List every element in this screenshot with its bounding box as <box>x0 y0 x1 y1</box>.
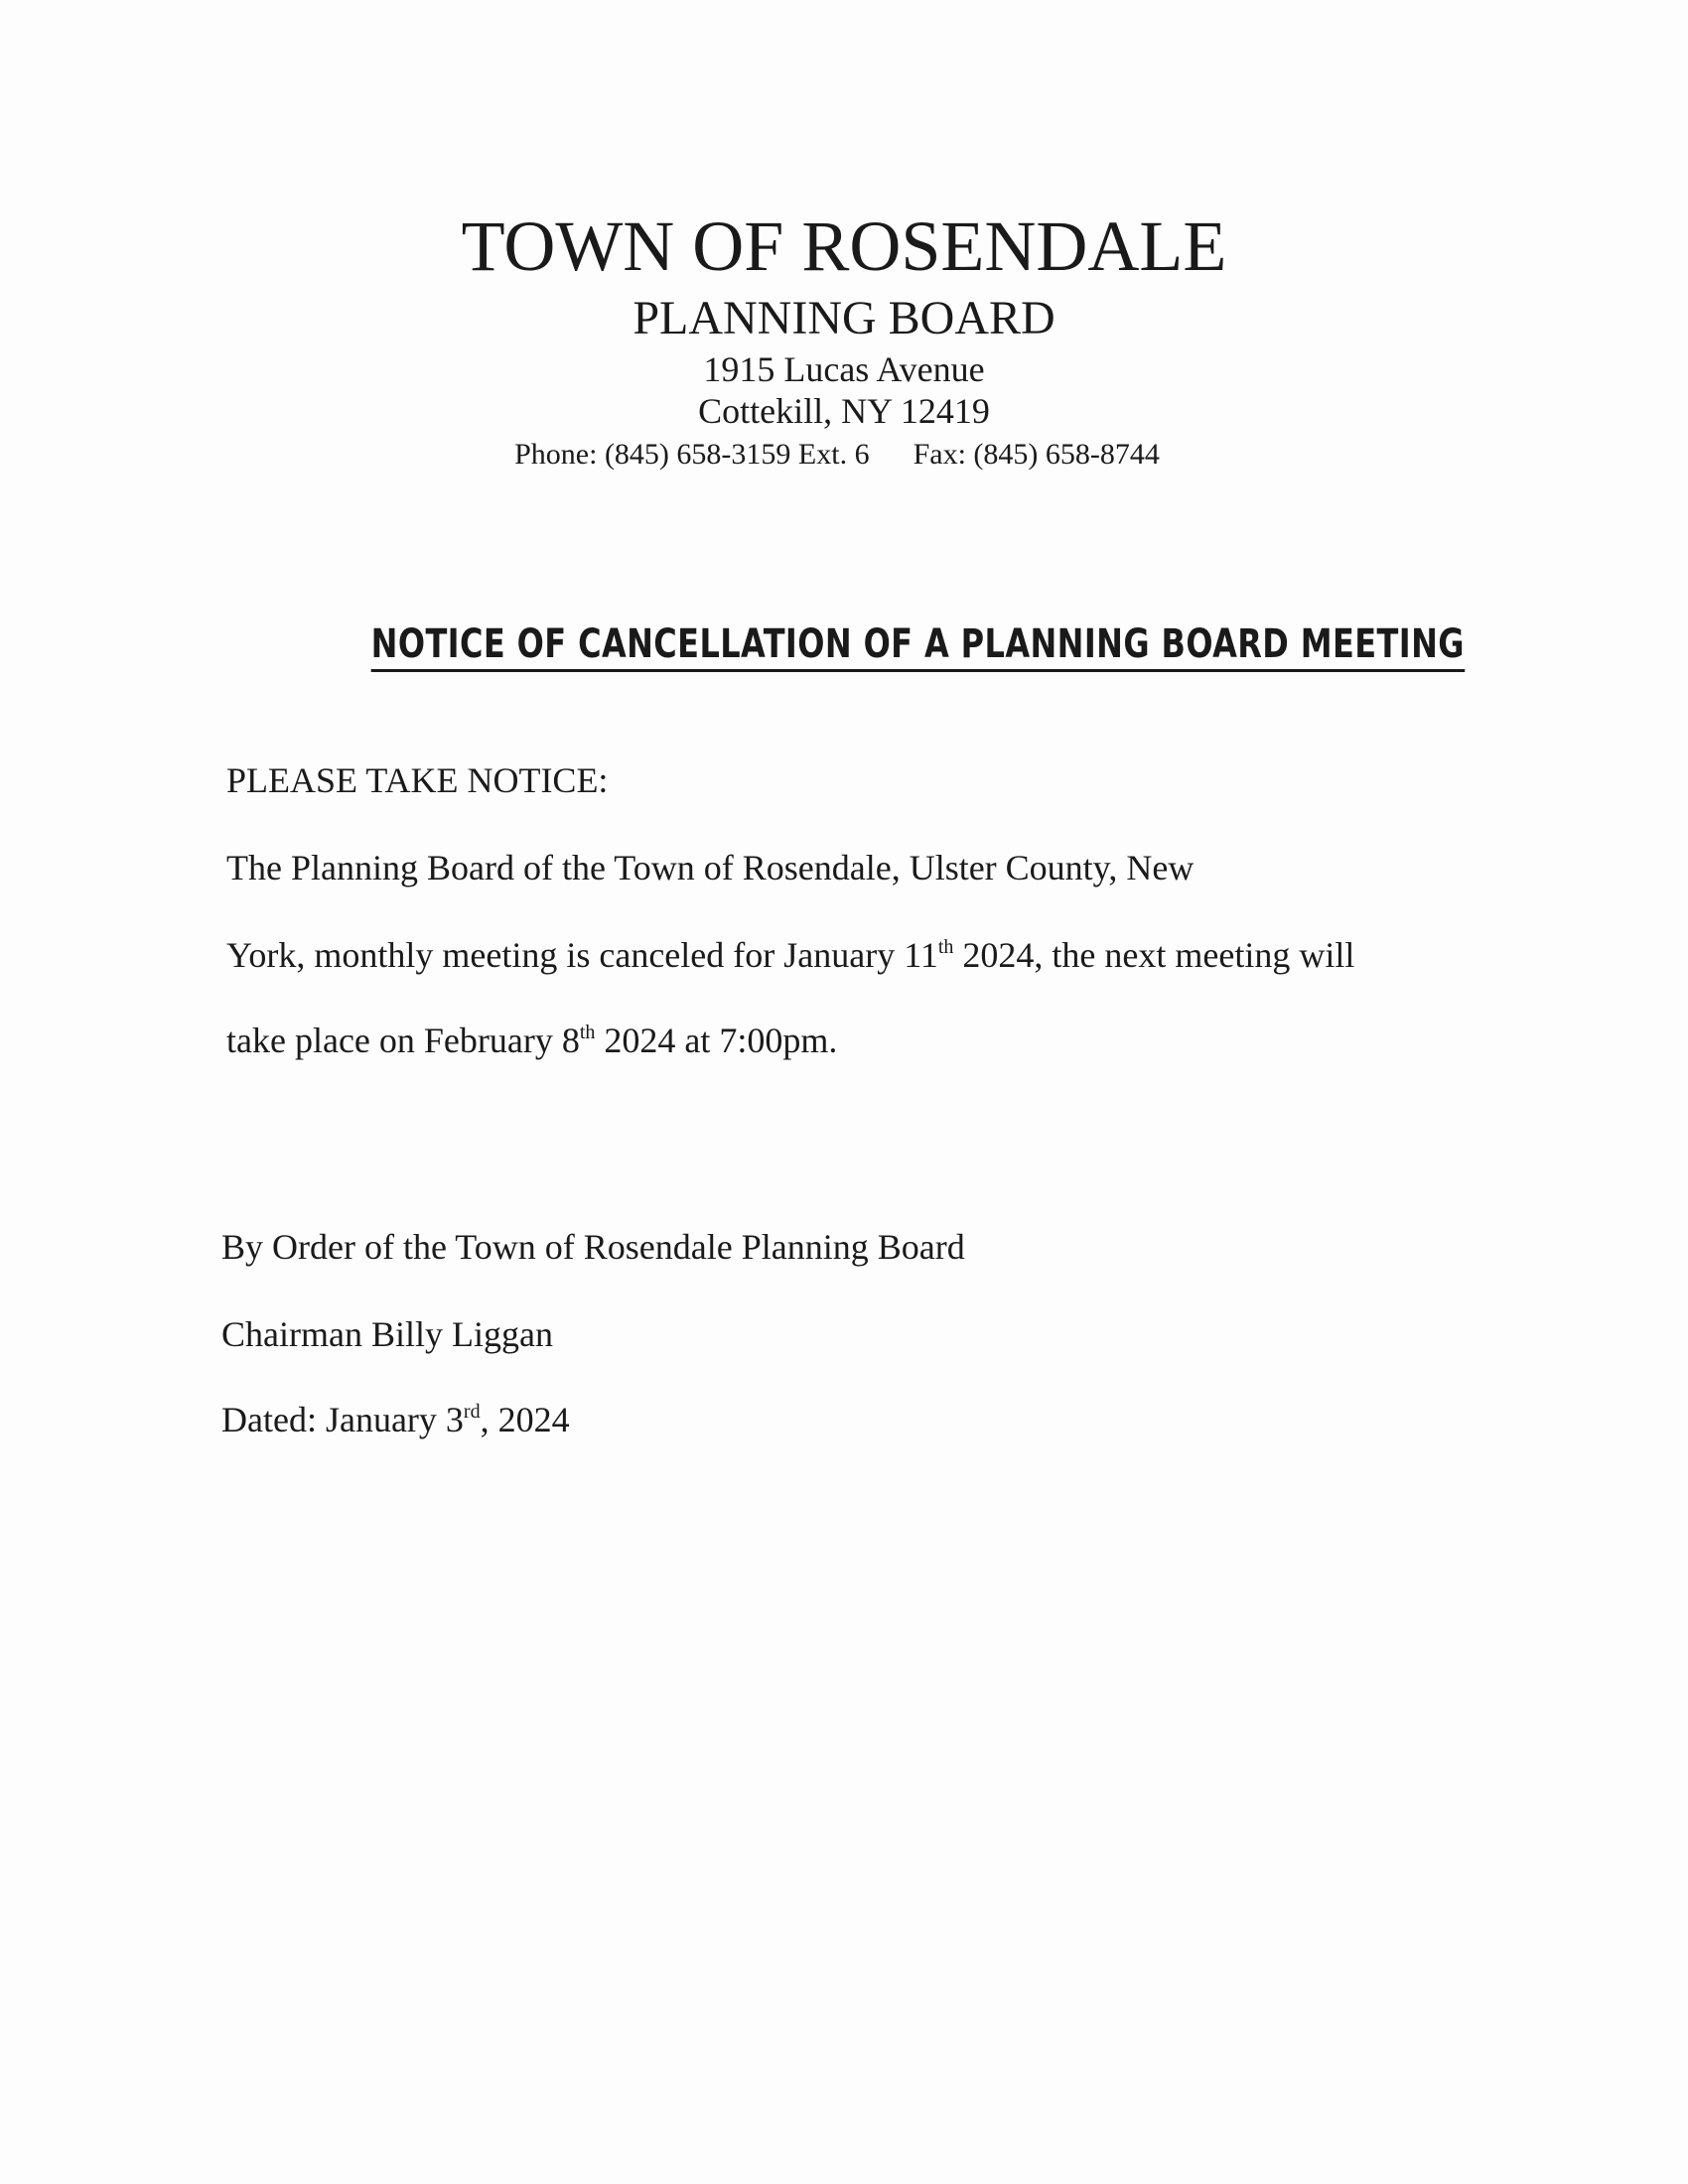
address-city: Cottekill, NY 12419 <box>698 391 990 431</box>
town-name: TOWN OF ROSENDALE <box>461 206 1227 286</box>
notice-line-3-start: take place on February 8 <box>226 1021 580 1060</box>
dated-end: , 2024 <box>480 1400 570 1439</box>
ordinal-suffix: rd <box>463 1401 481 1423</box>
contact-line <box>0 432 1688 478</box>
notice-line-1: The Planning Board of the Town of Rosendale, Ulster County, New <box>226 848 1195 887</box>
notice-line-3-end: 2024 at 7:00pm. <box>595 1021 838 1060</box>
notice-title: NOTICE OF CANCELLATION OF A PLANNING BOARD MEETING <box>370 621 1464 672</box>
fax-number: Fax: (845) 658-8744 <box>913 438 1160 471</box>
notice-line-2-end: 2024, the next meeting will <box>953 935 1355 975</box>
chairman-line: Chairman Billy Liggan <box>221 1314 553 1354</box>
by-order-line: By Order of the Town of Rosendale Planning Board <box>221 1227 965 1267</box>
address-street: 1915 Lucas Avenue <box>703 349 985 389</box>
notice-line-3 <box>226 1021 837 1060</box>
board-name: PLANNING BOARD <box>633 292 1055 344</box>
dated-line <box>221 1400 570 1439</box>
letterhead <box>0 204 1688 478</box>
notice-title-block <box>0 621 1688 672</box>
please-take-notice: PLEASE TAKE NOTICE: <box>226 760 609 800</box>
notice-line-2 <box>226 935 1354 975</box>
ordinal-suffix: th <box>579 1022 596 1043</box>
dated-start: Dated: January 3 <box>221 1400 464 1439</box>
phone-number: Phone: (845) 658-3159 Ext. 6 <box>514 438 870 471</box>
notice-line-2-start: York, monthly meeting is canceled for January 11 <box>226 935 938 975</box>
ordinal-suffix: th <box>937 936 954 958</box>
